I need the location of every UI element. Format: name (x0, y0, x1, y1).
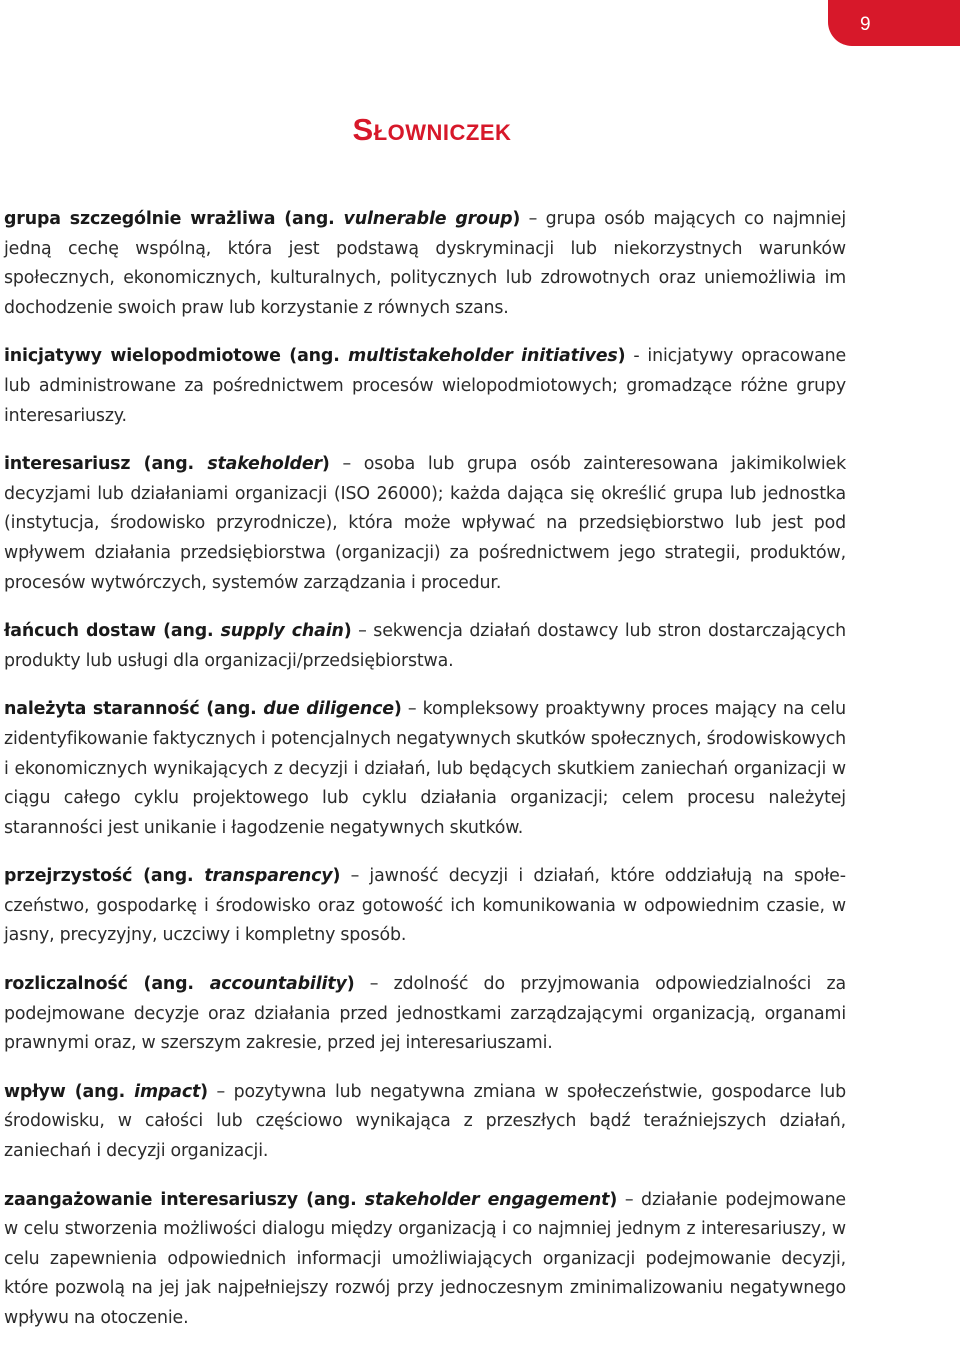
glossary-term-prefix: (ang. (199, 699, 264, 720)
glossary-english-term: multistakeholder initiatives (348, 346, 618, 367)
glossary-term-prefix: (ang. (65, 1081, 135, 1102)
page-title: Słowniczek (352, 112, 512, 147)
glossary-term: inicjatywy wielopodmiotowe (4, 346, 281, 367)
glossary-english-term: impact (134, 1081, 201, 1102)
glossary-definition: – osoba lub grupa osób zainteresowana jakimikolwiek decyzjami lub działaniami organizacji (ISO 26000); każda dająca się określić grupa lub jednostka (instytucja, środowisko przyrodnicze), która może wpływać na przedsiębiorstwo lub jest pod wpływem działania przedsiębiorstwa (organizacji) za pośrednictwem jego strategii, produktów, procesów wytwórczych, systemów zarządzania i procedur. (4, 454, 846, 593)
glossary-english-term: vulnerable group (343, 209, 513, 229)
glossary-term: zaangażowanie interesariuszy (4, 1189, 298, 1210)
glossary-entry-due-diligence (4, 695, 846, 843)
glossary-term-suffix: ) (346, 974, 355, 995)
page-number-badge (828, 0, 960, 46)
glossary-english-term: supply chain (220, 621, 344, 642)
glossary-entry-impact (4, 1078, 846, 1167)
glossary-term-suffix: ) (343, 621, 352, 642)
glossary-term-prefix: (ang. (132, 866, 205, 887)
glossary-definition: – grupa osób mających co najmniej jedną cechę wspólną, która jest podstawą dyskryminacji lub niekorzystnych warunków społecznych, ekonomicznych, kulturalnych, politycznych lub zdrowotnych oraz uniemożliwia im dochodzenie swoich praw lub korzystanie z równych szans. (4, 209, 846, 318)
glossary-definition: – działanie podejmowane w celu stworzenia możliwości dialogu między organizacją i co najmniej jednym z interesariuszy, w celu zapewnienia odpowiednich informacji umożliwiających organizacji podejmowanie decyzji, które pozwolą na jej jak najpełniejszy rozwój przy jednoczesnym zminimalizowaniu negatywnego wpływu na otoczenie. (4, 1189, 846, 1328)
glossary-english-term: stakeholder (207, 454, 322, 475)
glossary-term: łańcuch dostaw (4, 621, 156, 642)
glossary-definition: – sekwencja działań dostawcy lub stron dostarczających produkty lub usługi dla organizacji/przedsiębiorstwa. (4, 621, 847, 671)
glossary-english-term: stakeholder engagement (364, 1189, 610, 1210)
glossary-english-term: due diligence (263, 699, 394, 720)
glossary-term-prefix: (ang. (130, 454, 208, 475)
glossary-definition: – zdolność do przyjmowania odpowiedzialności za podejmowane decyzje oraz działania przed jednostkami zarządzającymi organizacją, organami prawnymi oraz, w szerszym zakresie, przed jej interesariuszami. (4, 974, 846, 1054)
glossary-term: wpływ (4, 1081, 66, 1102)
glossary-term-suffix: ) (617, 346, 626, 367)
page-number: 9 (860, 14, 871, 35)
glossary-term: należyta staranność (4, 699, 200, 720)
glossary-term-prefix: (ang. (297, 1189, 365, 1210)
glossary-definition: – kompleksowy proaktywny proces mający na celu zidentyfikowanie faktycznych i potencjalnych negatywnych skutków społecznych, środowiskowych i ekonomicznych wynikających z decyzji i działań, lub będących skutkiem zaniechań organizacji w ciągu całego cyklu projektowego lub cyklu działania organizacji; celem procesu należytej staranności jest unikanie i łagodzenie negatywnych skutków. (4, 699, 846, 838)
glossary-term-prefix: (ang. (127, 974, 210, 995)
glossary-term: interesariusz (4, 454, 131, 475)
glossary-definition: - inicjatywy opracowane lub administrowane za pośrednictwem procesów wielopodmiotowych; gromadzące różne grupy interesariuszy. (4, 346, 847, 426)
glossary-term-prefix: (ang. (280, 346, 349, 367)
glossary-term-suffix: ) (512, 209, 521, 229)
glossary-entry-transparency (4, 862, 846, 951)
glossary-term: grupa szczególnie wrażliwa (4, 209, 276, 229)
glossary-entry-stakeholder (4, 450, 846, 598)
glossary-definition: – jawność decyzji i działań, które oddziałują na społeczeństwo, gospodarkę i środowisko oraz gotowość ich komunikowania w odpowiednim czasie, w jasny, precyzyjny, uczciwy i kompletny sposób. (4, 866, 846, 946)
glossary-term-suffix: ) (393, 699, 402, 720)
glossary-entry-vulnerable-group (4, 205, 846, 323)
glossary-entry-accountability (4, 970, 846, 1059)
glossary-term-suffix: ) (609, 1189, 618, 1210)
glossary-entry-stakeholder-engagement (4, 1186, 846, 1334)
glossary-term-suffix: ) (200, 1081, 208, 1102)
glossary-term-prefix: (ang. (155, 621, 221, 642)
glossary-english-term: transparency (204, 866, 333, 887)
glossary-list (4, 205, 846, 1353)
glossary-term: rozliczalność (4, 974, 128, 995)
glossary-term-suffix: ) (321, 454, 330, 475)
glossary-entry-multistakeholder-initiatives (4, 342, 846, 431)
glossary-english-term: accountability (209, 974, 347, 995)
glossary-definition: – pozytywna lub negatywna zmiana w społeczeństwie, gospodarce lub środowisku, w całości lub częściowo wynikająca z przeszłych bądź teraźniejszych działań, zaniechań i decyzji organizacji. (4, 1081, 847, 1162)
glossary-term-prefix: (ang. (275, 209, 344, 229)
glossary-term-suffix: ) (332, 866, 341, 887)
glossary-entry-supply-chain (4, 617, 846, 676)
glossary-term: przejrzystość (4, 866, 133, 887)
